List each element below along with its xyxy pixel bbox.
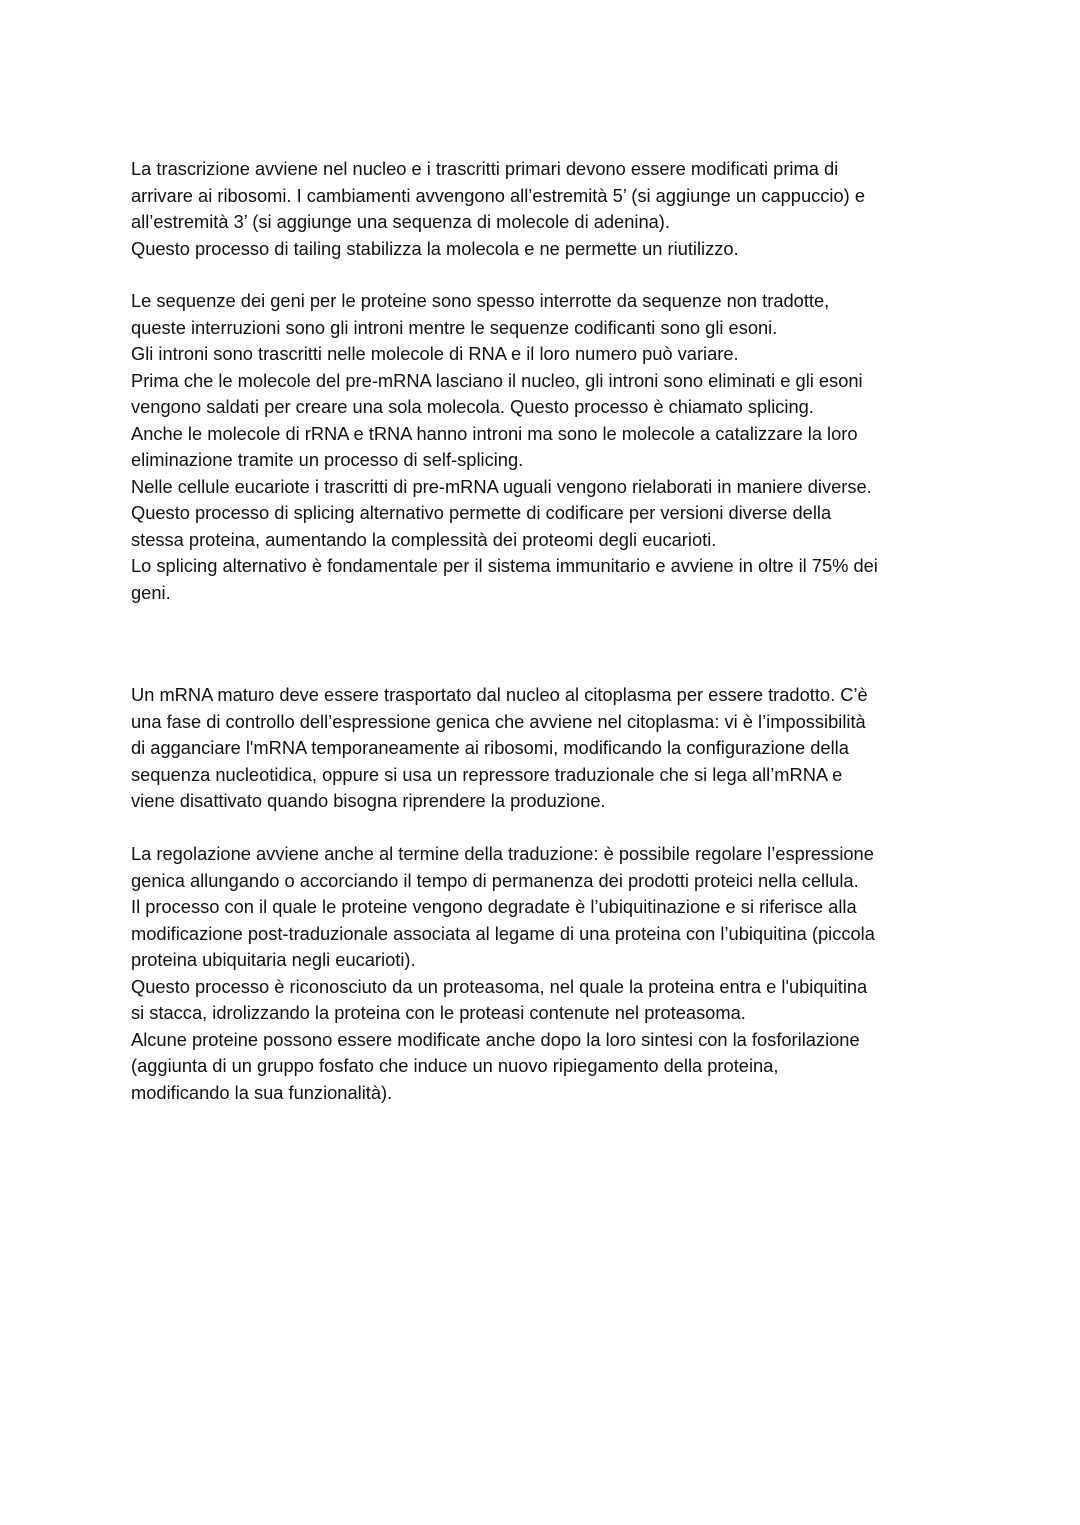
text-line: genica allungando o accorciando il tempo di permanenza dei prodotti proteici nella cellula. [131,869,859,891]
text-line: vengono saldati per creare una sola molecola. Questo processo è chiamato splicing. [131,396,814,417]
paragraph-splicing [131,288,961,606]
text-line: di agganciare l'mRNA temporaneamente ai ribosomi, modificando la configurazione della [131,737,849,758]
text-line: una fase di controllo dell’espressione genica che avviene nel citoplasma: vi è l’impossibilità [131,710,866,732]
text-line: Questo processo di splicing alternativo permette di codificare per versioni diverse della [131,502,832,523]
paragraph-mrna-trasporto [131,682,961,815]
text-line: arrivare ai ribosomi. I cambiamenti avvengono all’estremità 5’ (si aggiunge un cappuccio) e [131,184,865,206]
text-line: modificando la sua funzionalità). [131,1081,393,1103]
text-line: queste interruzioni sono gli introni mentre le sequenze codificanti sono gli esoni. [131,316,778,338]
paragraph-trascrizione [131,156,961,262]
text-line: geni. [131,581,171,603]
text-line: (aggiunta di un gruppo fosfato che induce un nuovo ripiegamento della proteina, [131,1055,779,1076]
text-line: Prima che le molecole del pre-mRNA lasciano il nucleo, gli introni sono eliminati e gli esoni [131,369,863,391]
text-line: Alcune proteine possono essere modificate anche dopo la loro sintesi con la fosforilazione [131,1028,860,1050]
text-line: Gli introni sono trascritti nelle molecole di RNA e il loro numero può variare. [131,343,739,364]
text-line: viene disattivato quando bisogna riprendere la produzione. [131,790,606,811]
text-line: proteina ubiquitaria negli eucarioti). [131,949,416,970]
text-line: stessa proteina, aumentando la complessità dei proteomi degli eucarioti. [131,528,717,550]
paragraph-regolazione [131,841,961,1106]
text-line: Lo splicing alternativo è fondamentale per il sistema immunitario e avviene in oltre il 75% dei [131,555,878,576]
text-line: Questo processo di tailing stabilizza la molecola e ne permette un riutilizzo. [131,237,739,259]
text-line: si stacca, idrolizzando la proteina con le proteasi contenute nel proteasoma. [131,1002,746,1023]
text-line: all’estremità 3’ (si aggiunge una sequenza di molecole di adenina). [131,211,670,232]
text-line: Nelle cellule eucariote i trascritti di pre-mRNA uguali vengono rielaborati in maniere diverse. [131,475,872,497]
text-line: eliminazione tramite un processo di self-splicing. [131,449,524,470]
text-line: La trascrizione avviene nel nucleo e i trascritti primari devono essere modificati prima di [131,158,839,179]
text-line: Questo processo è riconosciuto da un proteasoma, nel quale la proteina entra e l'ubiquitina [131,975,868,997]
text-line: sequenza nucleotidica, oppure si usa un repressore traduzionale che si lega all’mRNA e [131,763,843,785]
text-line: Il processo con il quale le proteine vengono degradate è l’ubiquitinazione e si riferisce alla [131,896,857,917]
text-line: Anche le molecole di rRNA e tRNA hanno introni ma sono le molecole a catalizzare la loro [131,422,858,444]
text-line: modificazione post-traduzionale associata al legame di una proteina con l’ubiquitina (piccola [131,922,875,944]
text-line: Un mRNA maturo deve essere trasportato dal nucleo al citoplasma per essere tradotto. C’è [131,684,868,705]
text-line: Le sequenze dei geni per le proteine sono spesso interrotte da sequenze non tradotte, [131,290,830,311]
text-line: La regolazione avviene anche al termine della traduzione: è possibile regolare l’espressione [131,843,874,864]
